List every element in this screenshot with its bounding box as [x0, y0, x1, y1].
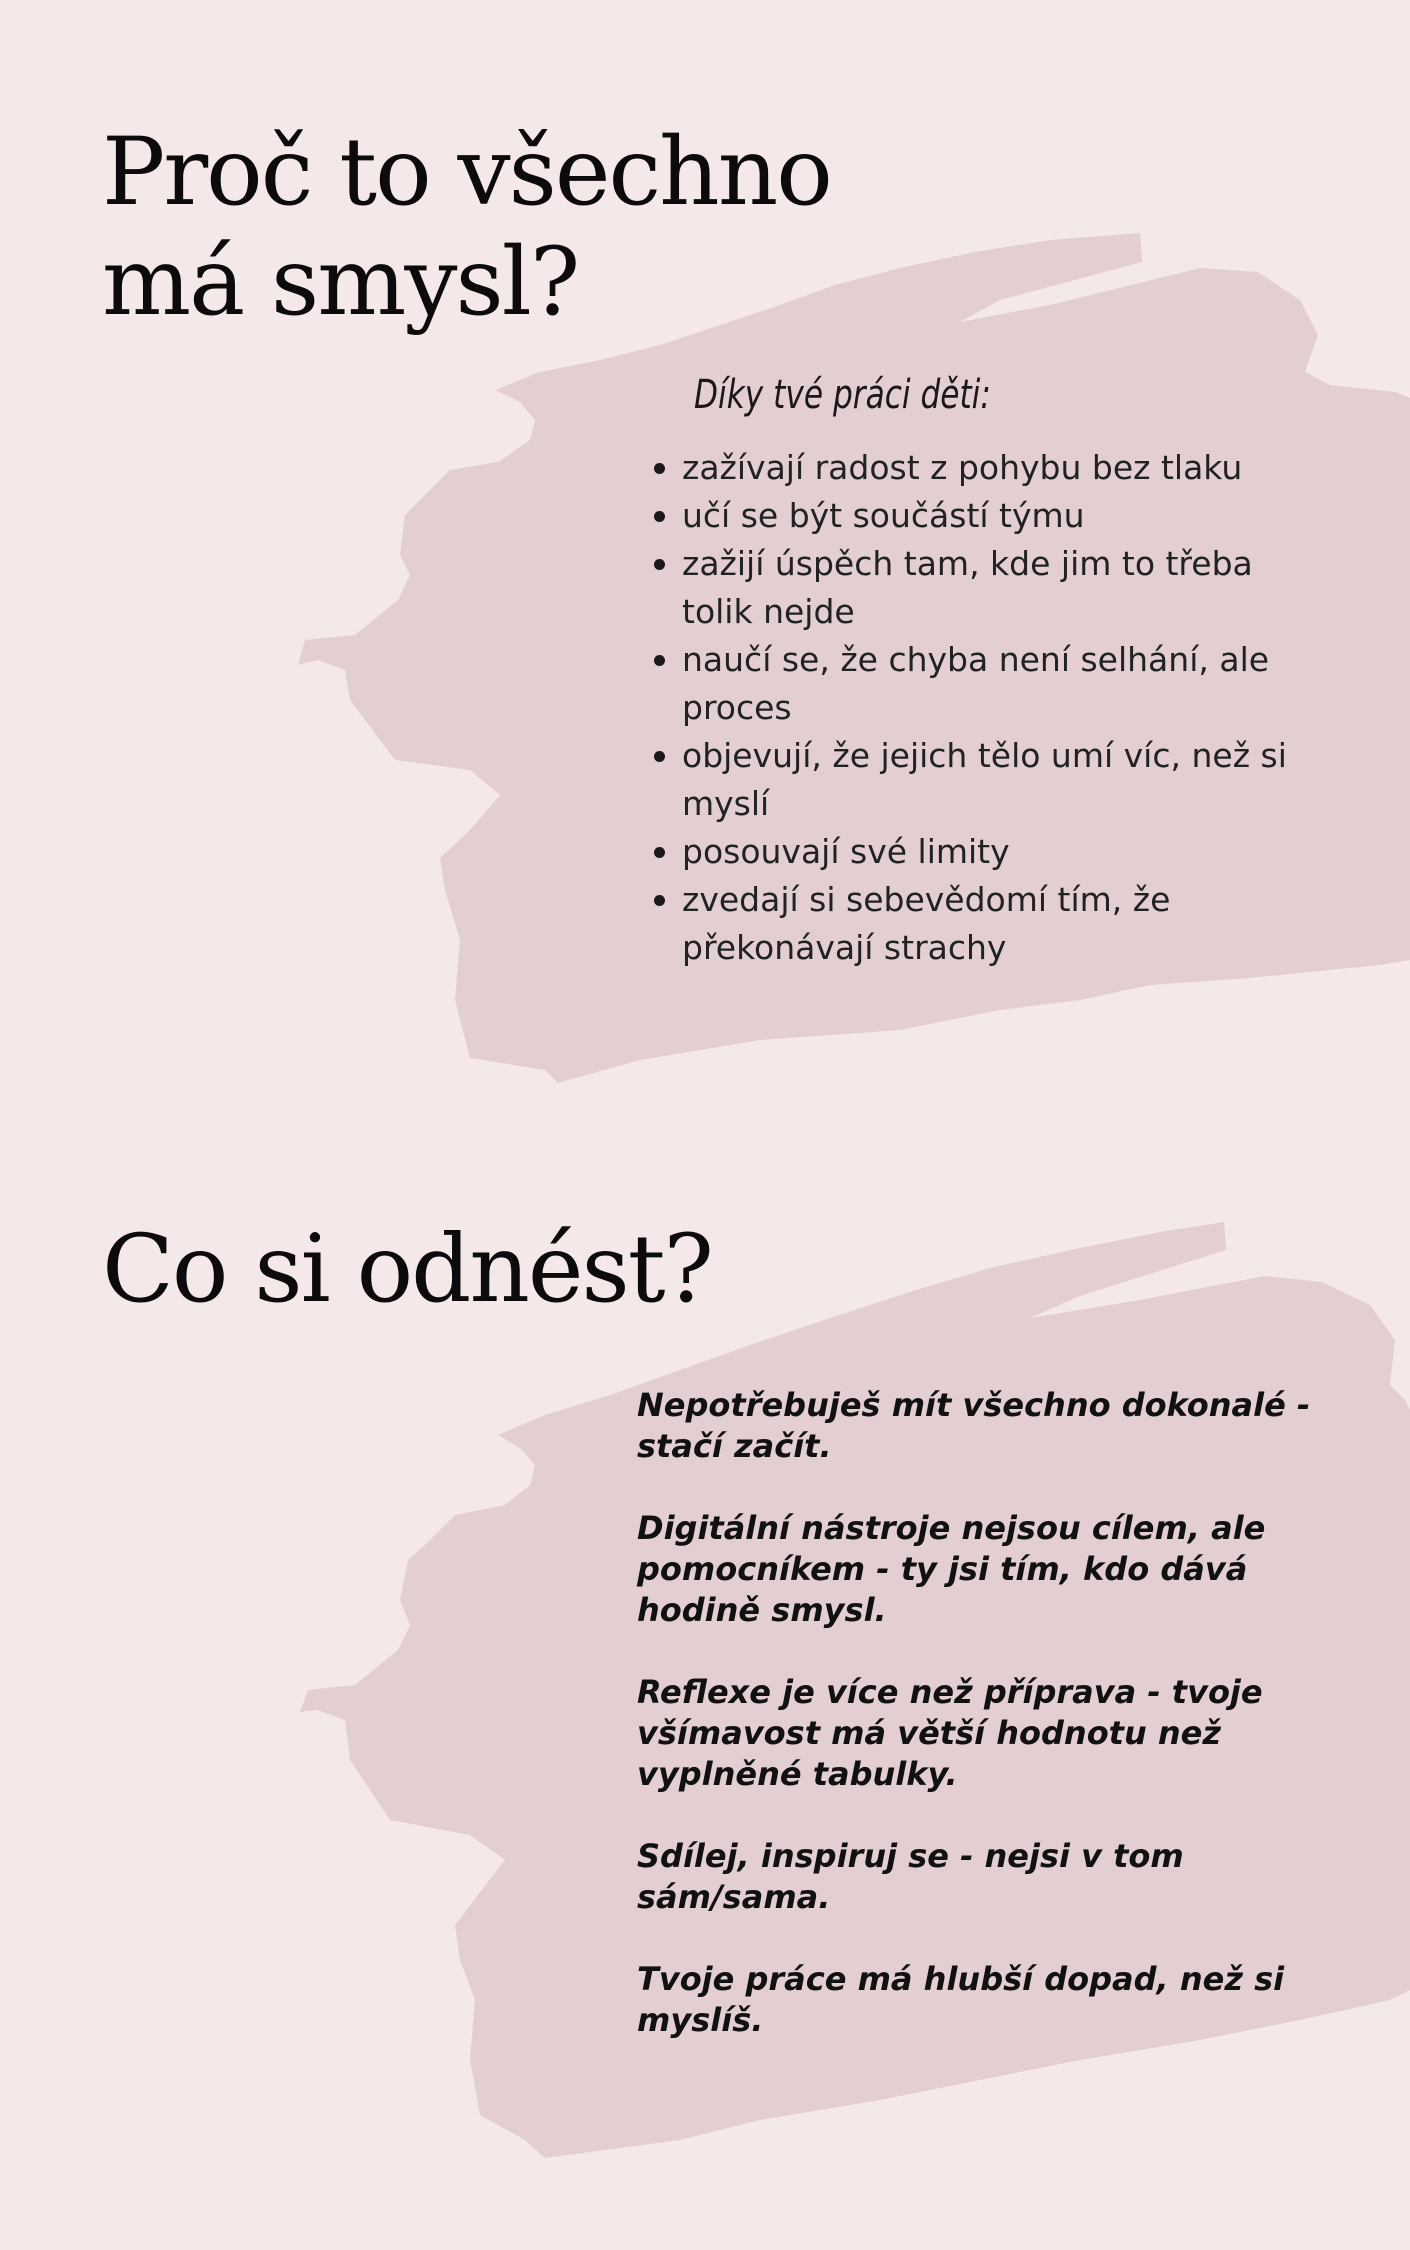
list-item: posouvají své limity — [650, 828, 1320, 876]
list-item: objevují, že jejich tělo umí víc, než si myslí — [650, 732, 1320, 828]
takeaway-paragraph: Reflexe je více než příprava - tvoje všímavost má větší hodnotu než vyplněné tabulky. — [637, 1673, 1263, 1793]
section-why-title-line1: Proč to všechno — [102, 118, 831, 227]
section-takeaway-title: Co si odnést? — [102, 1215, 712, 1324]
section-why-title-line2: má smysl? — [102, 228, 579, 337]
list-item: zažívají radost z pohybu bez tlaku — [650, 444, 1320, 492]
list-item: naučí se, že chyba není selhání, ale proces — [650, 636, 1320, 732]
takeaway-paragraph: Nepotřebuješ mít všechno dokonalé - stačí začít. — [637, 1386, 1311, 1465]
takeaway-paragraph: Tvoje práce má hlubší dopad, než si myslíš. — [637, 1960, 1285, 2039]
section-why-title — [102, 118, 862, 338]
benefits-list — [650, 444, 1320, 972]
list-item: učí se být součástí týmu — [650, 492, 1320, 540]
takeaways-block — [637, 1385, 1337, 2082]
takeaway-paragraph: Sdílej, inspiruj se - nejsi v tom sám/sama. — [637, 1837, 1184, 1916]
takeaway-paragraph: Digitální nástroje nejsou cílem, ale pomocníkem - ty jsi tím, kdo dává hodině smysl. — [637, 1509, 1266, 1629]
list-item: zvedají si sebevědomí tím, že překonávají strachy — [650, 876, 1320, 972]
section-why-subheading: Díky tvé práci děti: — [694, 372, 991, 418]
list-item: zažijí úspěch tam, kde jim to třeba tolik nejde — [650, 540, 1320, 636]
